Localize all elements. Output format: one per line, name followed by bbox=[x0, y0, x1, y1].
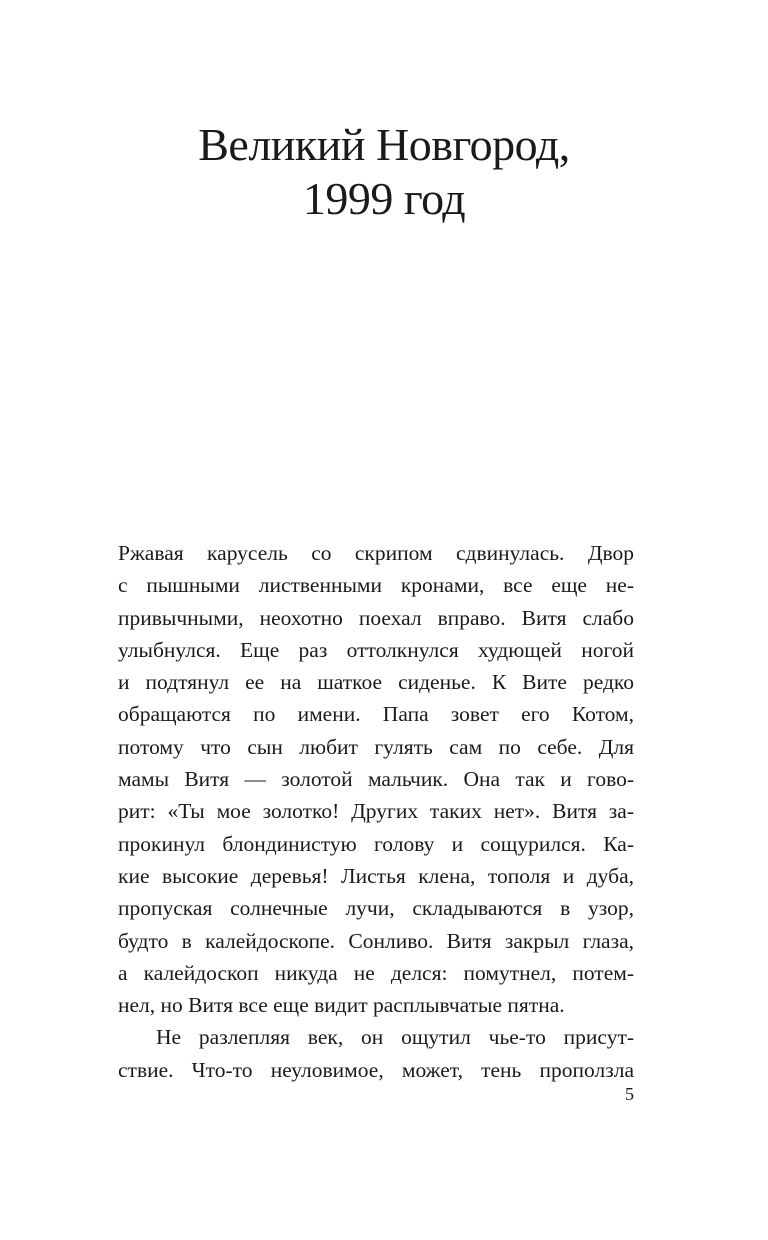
text-line: с пышными лиственными кронами, все еще не- bbox=[118, 573, 634, 598]
text-line: мамы Витя — золотой мальчик. Она так и гово- bbox=[118, 767, 634, 792]
text-line: ствие. Что-то неуловимое, может, тень проползла bbox=[118, 1057, 634, 1082]
chapter-title-line-1: Великий Новгород, bbox=[198, 119, 570, 170]
page-number: 5 bbox=[625, 1084, 634, 1104]
paragraph-1 bbox=[118, 537, 634, 1021]
body-text bbox=[118, 537, 634, 1086]
text-line: а калейдоскоп никуда не делся: помутнел, потем- bbox=[118, 960, 634, 985]
text-line: пропуская солнечные лучи, складываются в узор, bbox=[118, 896, 634, 921]
paragraph-2 bbox=[118, 1021, 634, 1086]
text-line: и подтянул ее на шаткое сиденье. К Вите редко bbox=[118, 670, 634, 695]
text-line: улыбнулся. Еще раз оттолкнулся худющей ногой bbox=[118, 637, 634, 662]
chapter-title bbox=[0, 118, 768, 226]
text-line: прокинул блондинистую голову и сощурился. Ка- bbox=[118, 831, 634, 856]
text-line: рит: «Ты мое золотко! Других таких нет». Витя за- bbox=[118, 799, 634, 824]
text-line: потому что сын любит гулять сам по себе. Для bbox=[118, 734, 634, 759]
text-line: привычными, неохотно поехал вправо. Витя слабо bbox=[118, 605, 634, 630]
text-line: обращаются по имени. Папа зовет его Котом, bbox=[118, 702, 634, 727]
text-line: нел, но Витя все еще видит расплывчатые пятна. bbox=[118, 993, 565, 1018]
text-line: Ржавая карусель со скрипом сдвинулась. Двор bbox=[118, 541, 634, 565]
chapter-title-line-2: 1999 год bbox=[302, 173, 466, 224]
text-line: Не разлепляя век, он ощутил чье-то присут- bbox=[156, 1025, 634, 1050]
text-line: кие высокие деревья! Листья клена, тополя и дуба, bbox=[118, 863, 634, 888]
text-line: будто в калейдоскопе. Сонливо. Витя закрыл глаза, bbox=[118, 928, 634, 953]
